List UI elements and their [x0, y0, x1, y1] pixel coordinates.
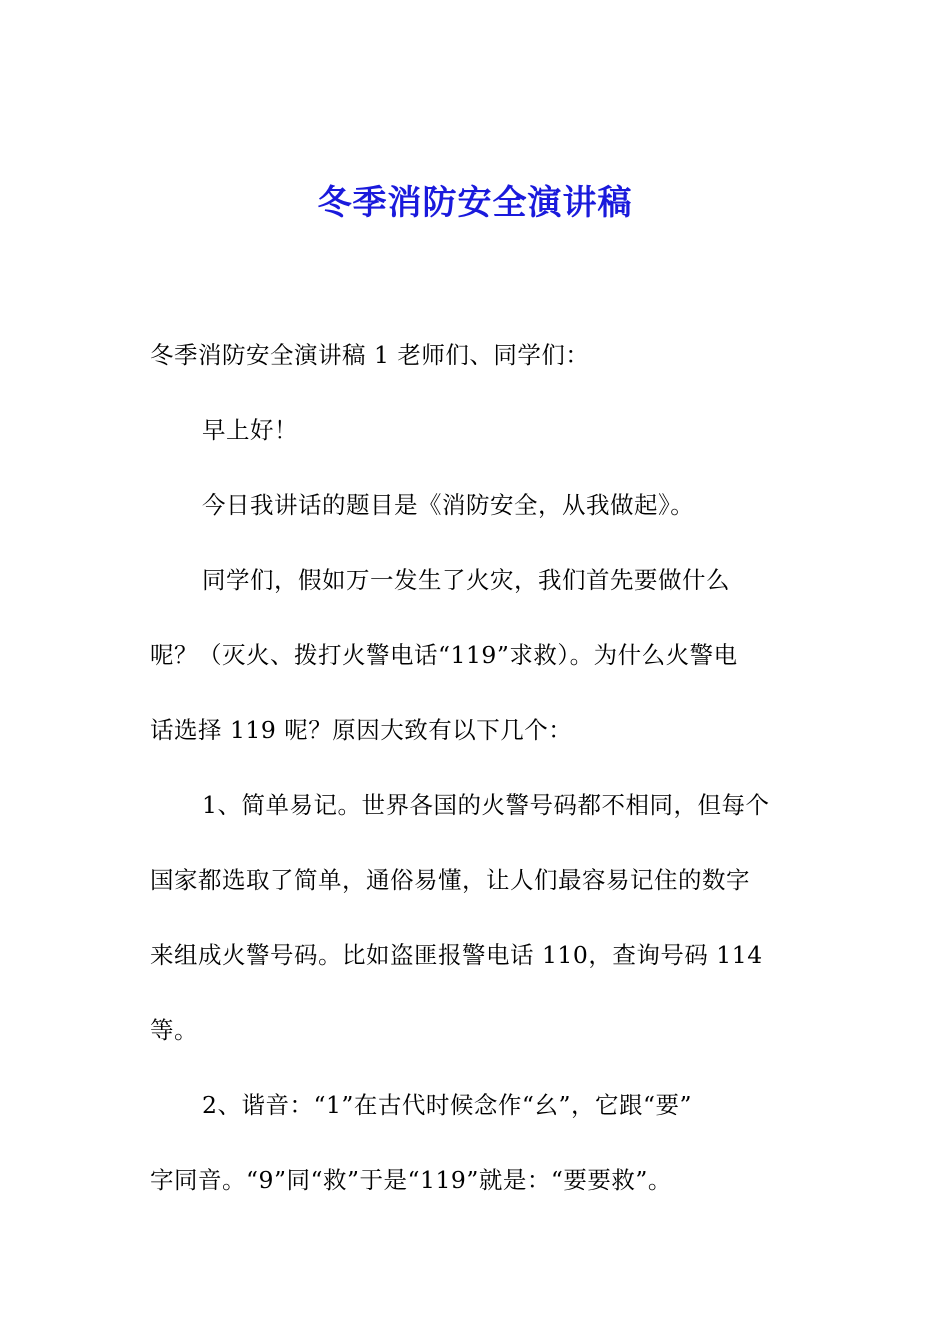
text-line: 话选择 119 呢？原因大致有以下几个： — [150, 716, 573, 744]
text-line: 等。 — [150, 1016, 198, 1044]
document-title: 冬季消防安全演讲稿 — [317, 183, 633, 223]
text-line: 冬季消防安全演讲稿 1 老师们、同学们： — [150, 341, 590, 369]
text-line: 呢？（灭火、拨打火警电话“119”求救）。为什么火警电 — [150, 641, 738, 669]
text-line: 国家都选取了简单，通俗易懂，让人们最容易记住的数字 — [150, 866, 750, 894]
text-line: 2、谐音：“1”在古代时候念作“幺”，它跟“要” — [202, 1091, 692, 1119]
text-line: 1、简单易记。世界各国的火警号码都不相同，但每个 — [202, 791, 770, 819]
text-line: 今日我讲话的题目是《消防安全，从我做起》。 — [202, 491, 695, 519]
text-line: 字同音。“9”同“救”于是“119”就是：“要要救”。 — [150, 1166, 672, 1194]
text-line: 同学们，假如万一发生了火灾，我们首先要做什么 — [202, 566, 730, 594]
text-line: 早上好！ — [202, 416, 298, 444]
document-body — [150, 330, 810, 1230]
text-line: 来组成火警号码。比如盗匪报警电话 110，查询号码 114 — [150, 941, 763, 969]
